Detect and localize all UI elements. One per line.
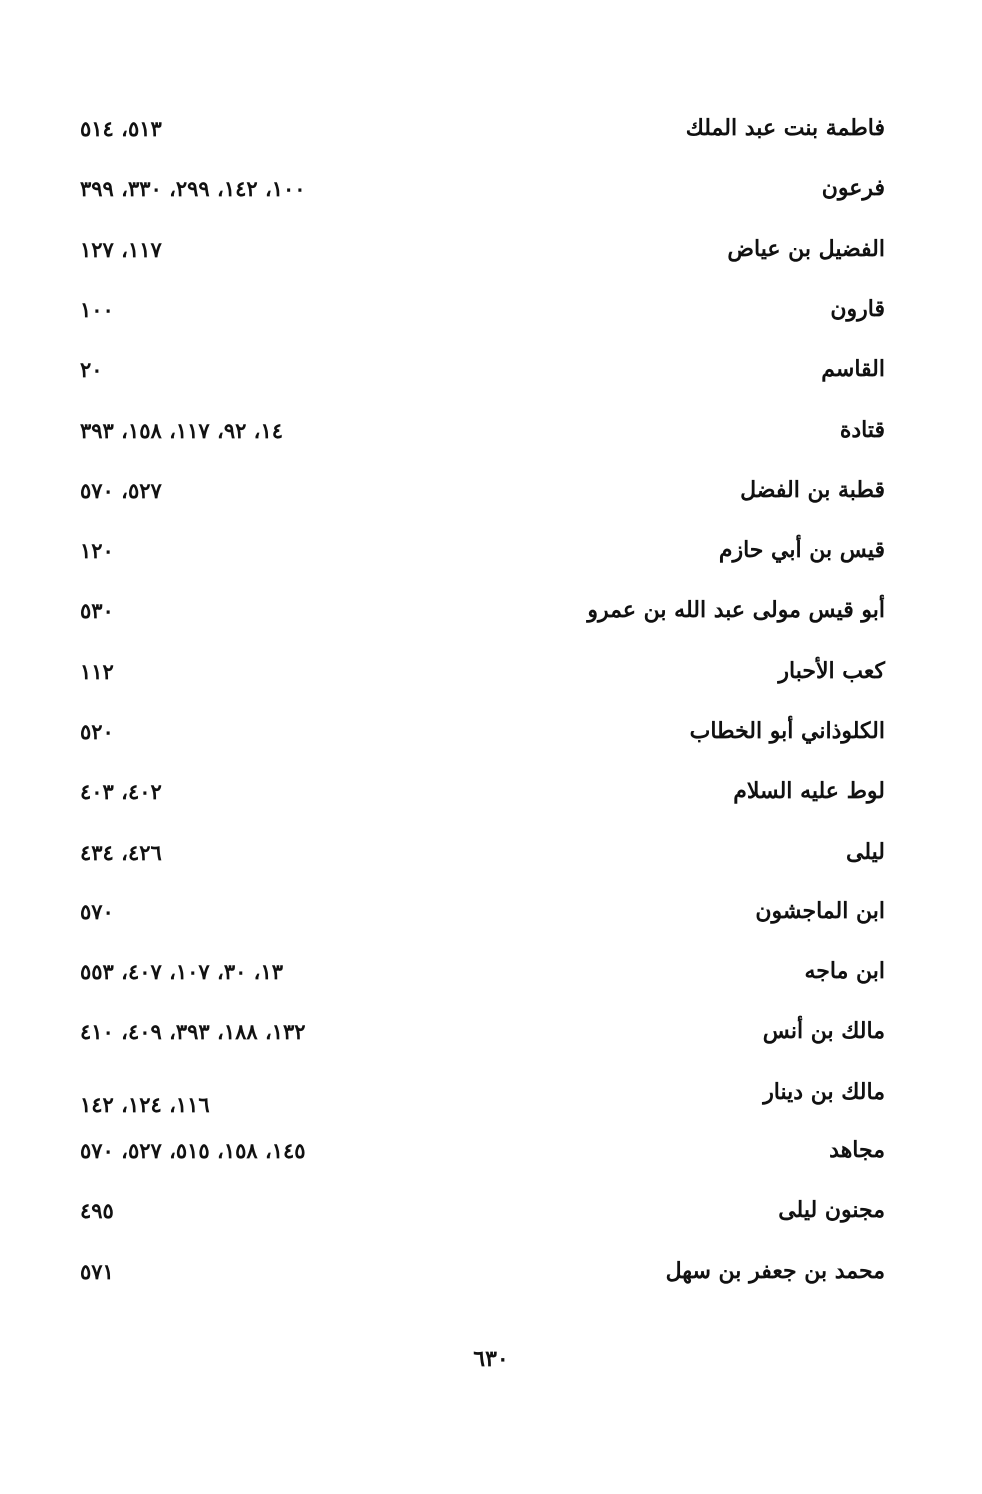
index-entry bbox=[80, 771, 885, 811]
entry-pages: ١٠٠، ١٤٢، ٢٩٩، ٣٣٠، ٣٩٩ bbox=[80, 175, 306, 201]
entry-name: لوط عليه السلام bbox=[733, 778, 885, 804]
index-entry bbox=[80, 891, 885, 931]
index-entry bbox=[80, 410, 885, 450]
entry-name: قطبة بن الفضل bbox=[740, 477, 885, 503]
entry-pages: ٤٢٦، ٤٣٤ bbox=[80, 839, 162, 865]
index-entry bbox=[80, 590, 885, 630]
entry-name: ابن ماجه bbox=[804, 958, 885, 984]
index-entry bbox=[80, 289, 885, 329]
index-entry bbox=[80, 349, 885, 389]
entry-name: القاسم bbox=[821, 356, 885, 382]
entry-pages: ٥١٣، ٥١٤ bbox=[80, 115, 162, 141]
entry-pages: ٥٣٠ bbox=[80, 597, 114, 623]
entry-name: أبو قيس مولى عبد الله بن عمرو bbox=[587, 597, 885, 623]
index-entry bbox=[80, 530, 885, 570]
entry-name: الكلوذاني أبو الخطاب bbox=[689, 718, 885, 744]
entry-name: محمد بن جعفر بن سهل bbox=[665, 1258, 885, 1284]
entry-name: قارون bbox=[830, 296, 885, 322]
entry-pages: ١٣، ٣٠، ١٠٧، ٤٠٧، ٥٥٣ bbox=[80, 958, 284, 984]
entry-name: مالك بن أنس bbox=[762, 1018, 885, 1044]
index-entry bbox=[80, 832, 885, 872]
index-entry bbox=[80, 711, 885, 751]
entry-pages: ١٣٢، ١٨٨، ٣٩٣، ٤٠٩، ٤١٠ bbox=[80, 1018, 306, 1044]
index-entry bbox=[80, 1011, 885, 1051]
entry-pages: ١٤، ٩٢، ١١٧، ١٥٨، ٣٩٣ bbox=[80, 417, 284, 443]
entry-pages: ٥٢٠ bbox=[80, 718, 114, 744]
entry-pages: ١٤٥، ١٥٨، ٥١٥، ٥٢٧، ٥٧٠ bbox=[80, 1137, 306, 1163]
entry-pages: ٥٧١ bbox=[80, 1258, 114, 1284]
entry-pages: ١١٦، ١٢٤، ١٤٢ bbox=[80, 1091, 210, 1117]
entry-name: ابن الماجشون bbox=[755, 898, 885, 924]
index-entry bbox=[80, 1072, 885, 1117]
entry-name: فاطمة بنت عبد الملك bbox=[685, 115, 885, 141]
index-entry bbox=[80, 1130, 885, 1170]
entry-name: فرعون bbox=[821, 175, 885, 201]
entry-pages: ١١٧، ١٢٧ bbox=[80, 236, 162, 262]
entry-name: كعب الأحبار bbox=[778, 658, 885, 684]
index-entry bbox=[80, 651, 885, 691]
entry-name: الفضيل بن عياض bbox=[727, 236, 885, 262]
index-entry bbox=[80, 108, 885, 148]
entry-pages: ٥٧٠ bbox=[80, 898, 114, 924]
entry-name: مجاهد bbox=[829, 1137, 885, 1163]
entry-pages: ١١٢ bbox=[80, 658, 114, 684]
index-entry bbox=[80, 229, 885, 269]
index-entry bbox=[80, 1251, 885, 1291]
page-number: ٦٣٠ bbox=[473, 1346, 509, 1372]
entry-pages: ٤٠٢، ٤٠٣ bbox=[80, 778, 162, 804]
entry-pages: ١٠٠ bbox=[80, 296, 114, 322]
index-entry bbox=[80, 470, 885, 510]
entry-name: قيس بن أبي حازم bbox=[718, 537, 885, 563]
entry-name: مالك بن دينار bbox=[763, 1079, 885, 1105]
entry-name: قتادة bbox=[839, 417, 885, 443]
index-entry bbox=[80, 168, 885, 208]
entry-name: مجنون ليلى bbox=[778, 1197, 885, 1223]
index-entry bbox=[80, 1190, 885, 1230]
index-entry bbox=[80, 951, 885, 991]
entry-name: ليلى bbox=[846, 839, 885, 865]
entry-pages: ٤٩٥ bbox=[80, 1197, 114, 1223]
entry-pages: ٥٢٧، ٥٧٠ bbox=[80, 477, 162, 503]
entry-pages: ٢٠ bbox=[80, 356, 103, 382]
entry-pages: ١٢٠ bbox=[80, 537, 114, 563]
